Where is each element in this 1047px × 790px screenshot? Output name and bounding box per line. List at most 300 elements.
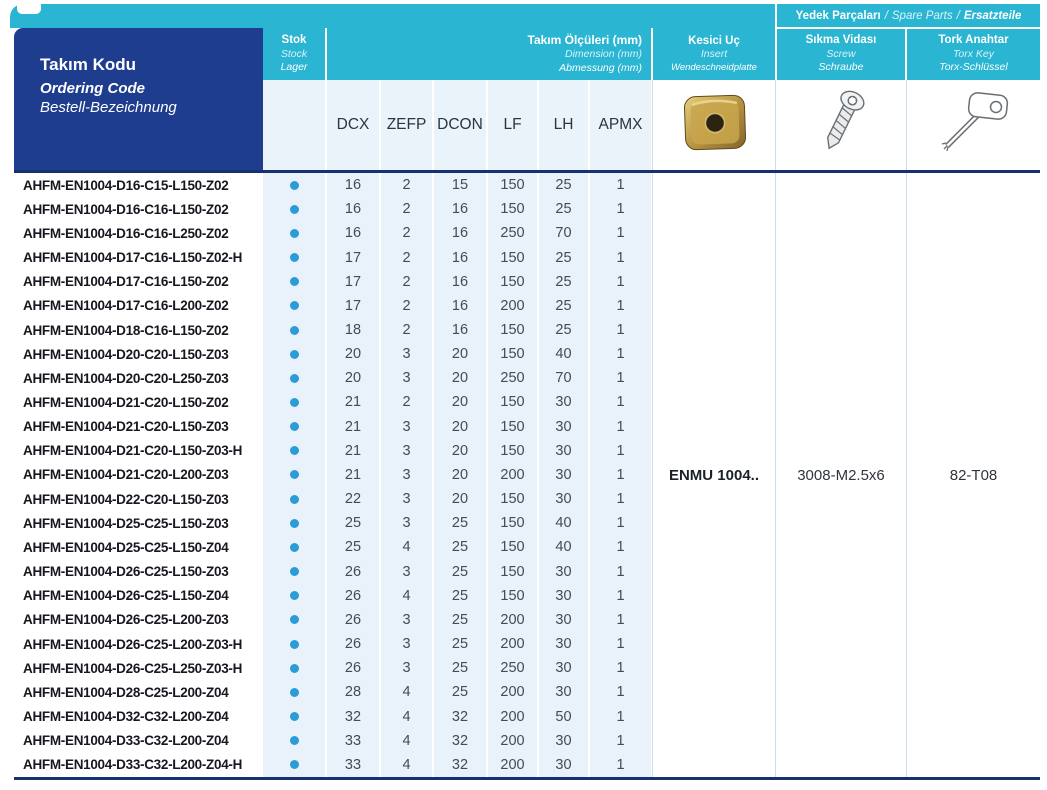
value-zefp: 3 [379,511,432,535]
value-lf: 200 [486,294,537,318]
stock-dot [290,253,299,262]
stock-cell [263,729,325,753]
value-dcon: 16 [432,197,486,221]
stock-dot [290,760,299,769]
value-lf: 150 [486,318,537,342]
value-lh: 70 [537,366,588,390]
value-apmx: 1 [588,318,651,342]
column-label-lf: LF [486,80,537,170]
table-row [14,704,651,728]
value-apmx: 1 [588,608,651,632]
stock-dot [290,181,299,190]
value-apmx: 1 [588,729,651,753]
ordering-code-header [14,28,263,170]
value-dcx: 16 [325,221,379,245]
value-zefp: 4 [379,680,432,704]
value-dcx: 33 [325,729,379,753]
dimension-columns [325,80,651,170]
table-row [14,415,651,439]
stock-cell [263,584,325,608]
value-lf: 200 [486,729,537,753]
tool-code: AHFM-EN1004-D26-C25-L150-Z03 [14,560,263,584]
stock-dot [290,591,299,600]
tool-code: AHFM-EN1004-D28-C25-L200-Z04 [14,680,263,704]
stock-dot [290,736,299,745]
value-apmx: 1 [588,366,651,390]
value-apmx: 1 [588,173,651,197]
stock-dot [290,712,299,721]
table-row [14,608,651,632]
value-zefp: 3 [379,608,432,632]
value-apmx: 1 [588,197,651,221]
value-lh: 40 [537,511,588,535]
value-lh: 25 [537,270,588,294]
stock-cell [263,221,325,245]
tool-code: AHFM-EN1004-D18-C16-L150-Z02 [14,318,263,342]
value-dcon: 20 [432,366,486,390]
insert-label-en: Insert [700,48,728,61]
dimensions-label-tr: Takım Ölçüleri (mm) [527,32,642,47]
tool-code: AHFM-EN1004-D16-C15-L150-Z02 [14,173,263,197]
column-separator [775,80,776,777]
spare-parts-title-tr: Yedek Parçaları [795,10,881,22]
value-apmx: 1 [588,270,651,294]
value-zefp: 2 [379,270,432,294]
table-row [14,197,651,221]
value-dcon: 25 [432,608,486,632]
value-dcx: 32 [325,704,379,728]
value-lh: 30 [537,584,588,608]
insert-code-value: ENMU 1004.. [668,466,760,484]
stock-dot [290,205,299,214]
value-lh: 30 [537,608,588,632]
value-dcon: 25 [432,632,486,656]
stock-cell [263,439,325,463]
insert-photo [679,92,751,154]
value-zefp: 4 [379,704,432,728]
value-zefp: 2 [379,318,432,342]
stock-dot [290,640,299,649]
tool-code: AHFM-EN1004-D21-C20-L150-Z03-H [14,439,263,463]
value-apmx: 1 [588,439,651,463]
stock-cell [263,390,325,414]
table-row [14,439,651,463]
torx-key-header [907,28,1040,80]
stock-cell [263,680,325,704]
value-zefp: 4 [379,753,432,777]
dimensions-label-en: Dimension (mm) [564,48,642,61]
tool-code: AHFM-EN1004-D33-C32-L200-Z04 [14,729,263,753]
tool-code: AHFM-EN1004-D33-C32-L200-Z04-H [14,753,263,777]
ordering-code-label-en: Ordering Code [40,80,146,97]
table-row [14,318,651,342]
torx-label-en: Torx Key [952,47,995,60]
value-lh: 30 [537,390,588,414]
value-lh: 25 [537,173,588,197]
value-dcon: 20 [432,342,486,366]
stock-label-de: Lager [280,61,308,74]
separator: / [956,10,960,22]
table-row [14,294,651,318]
stock-cell [263,487,325,511]
table-row [14,463,651,487]
stock-dot [290,615,299,624]
separator: / [884,10,888,22]
value-dcon: 25 [432,656,486,680]
spare-parts-title-de: Ersatzteile [963,10,1022,22]
value-apmx: 1 [588,632,651,656]
stock-cell [263,415,325,439]
value-zefp: 3 [379,463,432,487]
value-lf: 150 [486,342,537,366]
tool-code: AHFM-EN1004-D21-C20-L150-Z03 [14,415,263,439]
table-row [14,270,651,294]
table-row [14,511,651,535]
value-dcon: 16 [432,221,486,245]
value-lh: 30 [537,680,588,704]
screw-label-en: Screw [826,47,856,60]
stock-cell [263,245,325,269]
stock-dot [290,688,299,697]
stock-cell [263,704,325,728]
value-dcx: 26 [325,608,379,632]
value-dcx: 25 [325,511,379,535]
value-lh: 30 [537,560,588,584]
value-lh: 25 [537,318,588,342]
value-apmx: 1 [588,560,651,584]
value-lh: 30 [537,753,588,777]
value-apmx: 1 [588,584,651,608]
stock-cell [263,463,325,487]
stock-cell [263,366,325,390]
value-lh: 40 [537,535,588,559]
stock-dot [290,446,299,455]
value-lh: 50 [537,704,588,728]
value-zefp: 3 [379,656,432,680]
screw-code-value: 3008-M2.5x6 [797,466,885,484]
value-zefp: 3 [379,366,432,390]
value-lf: 200 [486,753,537,777]
column-label-zefp: ZEFP [379,80,432,170]
value-apmx: 1 [588,680,651,704]
insert-label-de: Wendeschneidplatte [671,62,757,74]
value-dcx: 26 [325,632,379,656]
value-zefp: 3 [379,342,432,366]
value-dcx: 17 [325,270,379,294]
value-lf: 150 [486,245,537,269]
value-lf: 150 [486,439,537,463]
value-lf: 250 [486,656,537,680]
tool-code: AHFM-EN1004-D21-C20-L150-Z02 [14,390,263,414]
value-lh: 25 [537,197,588,221]
column-label-dcx: DCX [325,80,379,170]
value-apmx: 1 [588,294,651,318]
stock-dot [290,664,299,673]
value-dcx: 21 [325,390,379,414]
value-apmx: 1 [588,463,651,487]
value-lf: 150 [486,390,537,414]
value-lf: 150 [486,415,537,439]
value-lh: 30 [537,463,588,487]
value-dcon: 20 [432,415,486,439]
value-dcon: 32 [432,704,486,728]
value-apmx: 1 [588,415,651,439]
value-dcx: 16 [325,197,379,221]
value-dcx: 26 [325,656,379,680]
stock-header [263,28,325,80]
value-lh: 30 [537,656,588,680]
value-dcon: 20 [432,463,486,487]
header-divider [775,4,777,80]
value-zefp: 3 [379,632,432,656]
value-dcon: 32 [432,729,486,753]
value-lf: 200 [486,632,537,656]
tool-code: AHFM-EN1004-D17-C16-L150-Z02-H [14,245,263,269]
tool-code: AHFM-EN1004-D26-C25-L150-Z04 [14,584,263,608]
stock-cell [263,608,325,632]
value-zefp: 2 [379,197,432,221]
stock-dot [290,398,299,407]
value-dcx: 17 [325,245,379,269]
stock-label-en: Stock [280,47,308,60]
stock-dot [290,374,299,383]
insert-header [653,28,775,80]
value-dcon: 16 [432,270,486,294]
stock-cell [263,294,325,318]
ordering-code-label-de: Bestell-Bezeichnung [40,99,177,116]
table-row [14,173,651,197]
stock-dot [290,470,299,479]
header-divider [777,27,1040,29]
value-zefp: 4 [379,729,432,753]
table-row [14,729,651,753]
stock-dot [290,326,299,335]
tool-code: AHFM-EN1004-D25-C25-L150-Z03 [14,511,263,535]
tool-code: AHFM-EN1004-D17-C16-L150-Z02 [14,270,263,294]
value-zefp: 4 [379,535,432,559]
value-apmx: 1 [588,753,651,777]
value-lf: 150 [486,173,537,197]
value-dcx: 33 [325,753,379,777]
value-dcx: 20 [325,342,379,366]
value-lh: 70 [537,221,588,245]
value-dcx: 20 [325,366,379,390]
table-row [14,390,651,414]
value-zefp: 2 [379,294,432,318]
value-lf: 200 [486,680,537,704]
tool-code: AHFM-EN1004-D17-C16-L200-Z02 [14,294,263,318]
table-row [14,245,651,269]
column-label-lh: LH [537,80,588,170]
value-zefp: 3 [379,439,432,463]
value-lf: 200 [486,463,537,487]
value-dcon: 16 [432,294,486,318]
value-dcon: 25 [432,535,486,559]
value-apmx: 1 [588,221,651,245]
value-dcx: 26 [325,584,379,608]
table-row [14,680,651,704]
stock-dot [290,350,299,359]
value-dcon: 20 [432,487,486,511]
stock-dot [290,495,299,504]
insert-label-tr: Kesici Uç [688,34,740,47]
value-apmx: 1 [588,342,651,366]
value-lh: 30 [537,415,588,439]
value-dcon: 25 [432,584,486,608]
stock-cell [263,535,325,559]
tool-code: AHFM-EN1004-D26-C25-L200-Z03-H [14,632,263,656]
table-body [14,173,651,777]
torx-code-value: 82-T08 [949,466,998,484]
stock-label-tr: Stok [281,33,307,46]
value-dcon: 16 [432,318,486,342]
value-apmx: 1 [588,656,651,680]
dimensions-label-de: Abmessung (mm) [559,61,642,74]
value-dcon: 25 [432,511,486,535]
stock-cell [263,270,325,294]
stock-dot [290,229,299,238]
value-lh: 30 [537,487,588,511]
table-row [14,632,651,656]
value-apmx: 1 [588,704,651,728]
value-dcx: 26 [325,560,379,584]
screw-illustration [801,86,881,162]
value-dcx: 21 [325,439,379,463]
tool-code: AHFM-EN1004-D26-C25-L200-Z03 [14,608,263,632]
tool-code: AHFM-EN1004-D16-C16-L250-Z02 [14,221,263,245]
value-lf: 250 [486,366,537,390]
stock-dot [290,543,299,552]
value-apmx: 1 [588,390,651,414]
value-dcx: 21 [325,415,379,439]
stock-dot [290,567,299,576]
stock-cell [263,753,325,777]
stock-dot [290,519,299,528]
table-row [14,342,651,366]
value-dcon: 20 [432,439,486,463]
stock-cell [263,197,325,221]
value-lf: 200 [486,704,537,728]
tool-code: AHFM-EN1004-D16-C16-L150-Z02 [14,197,263,221]
value-dcx: 22 [325,487,379,511]
value-dcon: 15 [432,173,486,197]
value-dcx: 25 [325,535,379,559]
torx-key-illustration [933,86,1017,162]
value-dcx: 18 [325,318,379,342]
value-apmx: 1 [588,535,651,559]
value-lf: 150 [486,535,537,559]
stock-cell [263,318,325,342]
screw-label-de: Schraube [818,61,864,74]
value-zefp: 3 [379,487,432,511]
value-lh: 30 [537,729,588,753]
tool-code: AHFM-EN1004-D25-C25-L150-Z04 [14,535,263,559]
stock-cell [263,342,325,366]
tool-code: AHFM-EN1004-D32-C32-L200-Z04 [14,704,263,728]
stock-cell [263,511,325,535]
torx-label-tr: Tork Anahtar [938,33,1009,46]
dimensions-header [327,28,651,80]
value-lf: 200 [486,608,537,632]
value-lf: 150 [486,584,537,608]
value-zefp: 3 [379,560,432,584]
table-row [14,221,651,245]
stock-dot [290,277,299,286]
value-lf: 150 [486,487,537,511]
table-row [14,753,651,777]
value-dcon: 25 [432,560,486,584]
table-row [14,656,651,680]
tool-code: AHFM-EN1004-D22-C20-L150-Z03 [14,487,263,511]
stock-cell [263,560,325,584]
value-lh: 40 [537,342,588,366]
tool-code: AHFM-EN1004-D21-C20-L200-Z03 [14,463,263,487]
table-row [14,366,651,390]
stock-subheader [263,80,325,170]
value-dcx: 17 [325,294,379,318]
footer-rule [14,777,1040,780]
value-zefp: 2 [379,390,432,414]
stock-cell [263,173,325,197]
value-lh: 25 [537,245,588,269]
spare-parts-header [777,6,1040,26]
column-label-dcon: DCON [432,80,486,170]
value-dcx: 28 [325,680,379,704]
value-lf: 150 [486,197,537,221]
value-dcon: 32 [432,753,486,777]
ordering-code-label-tr: Takım Kodu [40,55,137,74]
value-lf: 150 [486,270,537,294]
value-lf: 150 [486,560,537,584]
value-zefp: 3 [379,415,432,439]
value-dcon: 25 [432,680,486,704]
table-row [14,584,651,608]
tool-code: AHFM-EN1004-D26-C25-L250-Z03-H [14,656,263,680]
table-row [14,560,651,584]
torx-label-de: Torx-Schlüssel [939,61,1008,74]
value-zefp: 2 [379,173,432,197]
value-zefp: 2 [379,245,432,269]
value-lh: 25 [537,294,588,318]
value-dcx: 16 [325,173,379,197]
value-dcx: 21 [325,463,379,487]
stock-dot [290,422,299,431]
value-apmx: 1 [588,245,651,269]
tool-code: AHFM-EN1004-D20-C20-L150-Z03 [14,342,263,366]
screw-header [777,28,905,80]
stock-dot [290,301,299,310]
value-zefp: 4 [379,584,432,608]
corner-tab [17,0,41,14]
stock-cell [263,632,325,656]
value-lh: 30 [537,632,588,656]
value-dcon: 20 [432,390,486,414]
table-row [14,487,651,511]
value-apmx: 1 [588,487,651,511]
value-zefp: 2 [379,221,432,245]
stock-cell [263,656,325,680]
table-row [14,535,651,559]
tool-code: AHFM-EN1004-D20-C20-L250-Z03 [14,366,263,390]
screw-label-tr: Sıkma Vidası [805,33,877,46]
value-lf: 250 [486,221,537,245]
spare-parts-title-en: Spare Parts [891,10,953,22]
value-lf: 150 [486,511,537,535]
value-lh: 30 [537,439,588,463]
column-label-apmx: APMX [588,80,651,170]
value-dcon: 16 [432,245,486,269]
value-apmx: 1 [588,511,651,535]
